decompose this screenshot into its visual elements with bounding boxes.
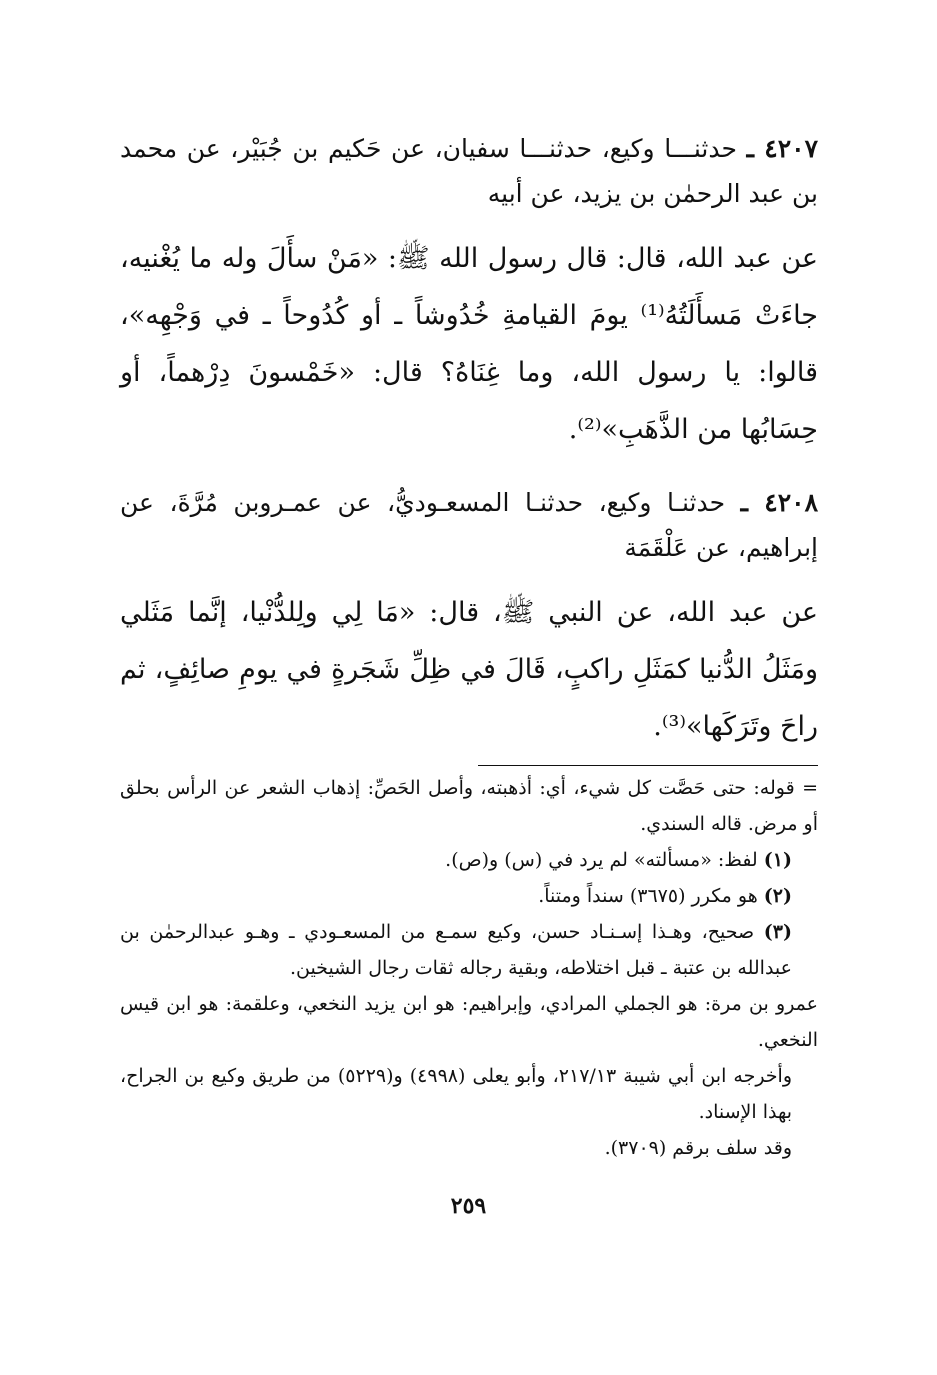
footnote-2 xyxy=(120,878,818,914)
hadith-text: عن عبد الله، عن النبي ﷺ، قال: «مَا لِي ولِلدُّنْيا، إنَّما مَثَلي ومَثَلُ الدُّنيا كمَثَلِ راكبٍ، قَالَ في ظِلِّ شَجَرةٍ في يومِ صائِفٍ، ثم راحَ وتَرَكَها»⁽³⁾. xyxy=(120,597,818,742)
page-body xyxy=(120,126,818,1166)
page-number: ٢٥٩ xyxy=(450,1193,487,1219)
isnad-text: حدثنـا وكيع، حدثنـا المسعـوديُّ، عن عمـروبن مُرَّةَ، عن إبراهيم، عن عَلْقَمَة xyxy=(120,488,818,562)
hadith-text: عن عبد الله، قال: قال رسول الله ﷺ: «مَنْ سأَلَ وله ما يُغْنيه، جاءَتْ مَسأَلَتُهُ⁽¹⁾ يومَ القيامةِ خُدُوشاً ـ أو كُدُوحاً ـ في وَجْهِه»، قالوا: يا رسول الله، وما غِنَاهُ؟ قال: «خَمْسونَ دِرْهماً، أو حِسَابُها من الذَّهَبِ»⁽²⁾. xyxy=(120,243,819,445)
footnote-number: (٣) xyxy=(763,921,793,943)
footnote-continuation: = قوله: حتى حَصَّت كل شيء، أي: أذهبته، وأصل الحَصِّ: إذهاب الشعر عن الرأس بحلق أو مرض. قاله السندي. xyxy=(120,777,818,835)
footnote-1 xyxy=(120,842,818,878)
footnote-number: (١) xyxy=(763,849,792,871)
hadith-number: ٤٢٠٨ ـ xyxy=(740,488,819,517)
footnotes xyxy=(120,770,818,1166)
isnad-text: حدثنـــا وكيع، حدثنـــا سفيان، عن حَكيم بن جُبَيْر، عن محمد بن عبد الرحمٰن بن يزيد، عن أبيه xyxy=(120,134,818,208)
isnad-chain xyxy=(120,126,818,216)
hadith-number: ٤٢٠٧ ـ xyxy=(746,134,818,163)
footnote-3 xyxy=(120,914,818,986)
footnote-text: هو مكرر (٣٦٧٥) سنداً ومتناً. xyxy=(538,885,758,907)
footnote-3-paragraph: وقد سلف برقم (٣٧٠٩). xyxy=(604,1137,792,1159)
hadith-4207 xyxy=(120,126,818,458)
footnote-3-paragraph: عمرو بن مرة: هو الجملي المرادي، وإبراهيم: هو ابن يزيد النخعي، وعلقمة: هو ابن قيس النخعي. xyxy=(120,993,818,1051)
hadith-4208 xyxy=(120,480,818,755)
footnote-3-paragraph: وأخرجه ابن أبي شيبة ٢١٧/١٣، وأبو يعلى (٤٩٩٨) و(٥٢٢٩) من طريق وكيع بن الجراح، بهذا الإسناد. xyxy=(120,1065,792,1123)
footnote-text: صحيح، وهـذا إسـنـاد حسن، وكيع سمـع من المسعـودي ـ وهـو عبدالرحمٰن بن عبدالله بن عتبة ـ قبل اختلاطه، وبقية رجاله ثقات رجال الشيخين. xyxy=(120,921,792,979)
footnote-text: لفظ: «مسألته» لم يرد في (س) و(ص). xyxy=(445,849,758,871)
isnad-chain xyxy=(120,480,818,570)
footnote-number: (٢) xyxy=(763,885,792,907)
footnote-separator xyxy=(478,765,818,766)
